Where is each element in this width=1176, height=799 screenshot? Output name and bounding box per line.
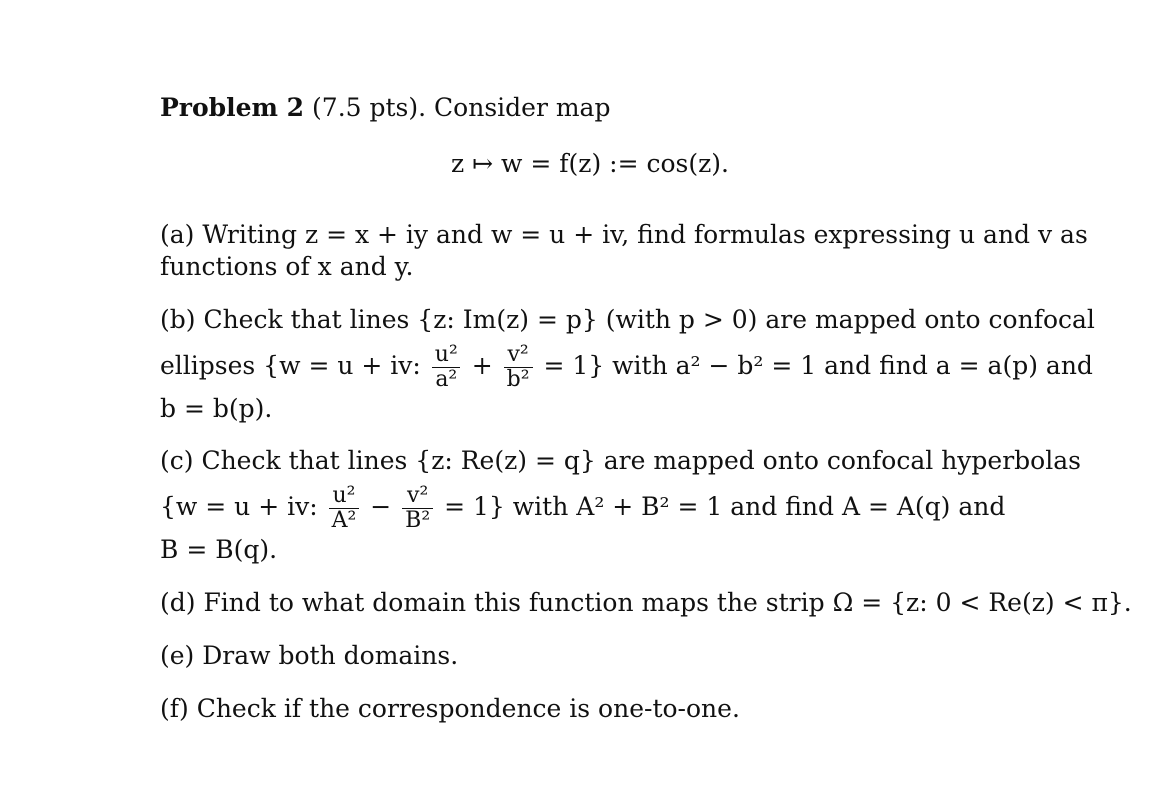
part-c-line-3: B = B(q).: [160, 535, 278, 564]
fraction-numerator: v²: [507, 342, 529, 367]
problem-document: [160, 0, 1132, 799]
fraction-denominator: A²: [329, 508, 360, 533]
part-c-set-open: {w = u + iv:: [160, 492, 318, 521]
part-a-line-2: functions of x and y.: [160, 252, 414, 281]
minus-sign: −: [370, 492, 392, 521]
plus-sign: +: [471, 351, 493, 380]
fraction-numerator: u²: [332, 483, 356, 508]
part-a-line-1: (a) Writing z = x + iy and w = u + iv, find formulas expressing u and v as: [160, 220, 1088, 249]
fraction-u-over-a: [432, 343, 461, 392]
fraction-numerator: v²: [407, 483, 429, 508]
fraction-denominator: b²: [504, 367, 533, 392]
part-c-line-1: (c) Check that lines {z: Re(z) = q} are mapped onto confocal hyperbolas: [160, 446, 1081, 475]
part-b-set-close: = 1} with a² − b² = 1 and find a = a(p) and: [543, 351, 1093, 380]
part-e-line-1: (e) Draw both domains.: [160, 641, 459, 670]
part-f-line-1: (f) Check if the correspondence is one-to-one.: [160, 694, 740, 723]
fraction-denominator: B²: [402, 508, 433, 533]
problem-heading: Problem 2: [160, 93, 305, 122]
problem-points: (7.5 pts).: [312, 93, 427, 122]
main-formula: z ↦ w = f(z) := cos(z).: [451, 149, 729, 178]
problem-intro: Consider map: [434, 93, 611, 122]
part-b-line-1: (b) Check that lines {z: Im(z) = p} (with p > 0) are mapped onto confocal: [160, 305, 1095, 334]
part-c-line-2: [160, 478, 1005, 536]
fraction-numerator: u²: [434, 342, 458, 367]
fraction-denominator: a²: [432, 367, 460, 392]
part-b-line-2: [160, 337, 1093, 395]
fraction-v-over-b: [504, 343, 533, 392]
part-c-set-close: = 1} with A² + B² = 1 and find A = A(q) and: [444, 492, 1006, 521]
fraction-v-over-B: [402, 484, 433, 533]
problem-title-line: [160, 92, 610, 124]
part-b-line-3: b = b(p).: [160, 394, 273, 423]
part-d-line-1: (d) Find to what domain this function maps the strip Ω = {z: 0 < Re(z) < π}.: [160, 588, 1132, 617]
fraction-u-over-A: [329, 484, 360, 533]
part-b-set-open: ellipses {w = u + iv:: [160, 351, 421, 380]
